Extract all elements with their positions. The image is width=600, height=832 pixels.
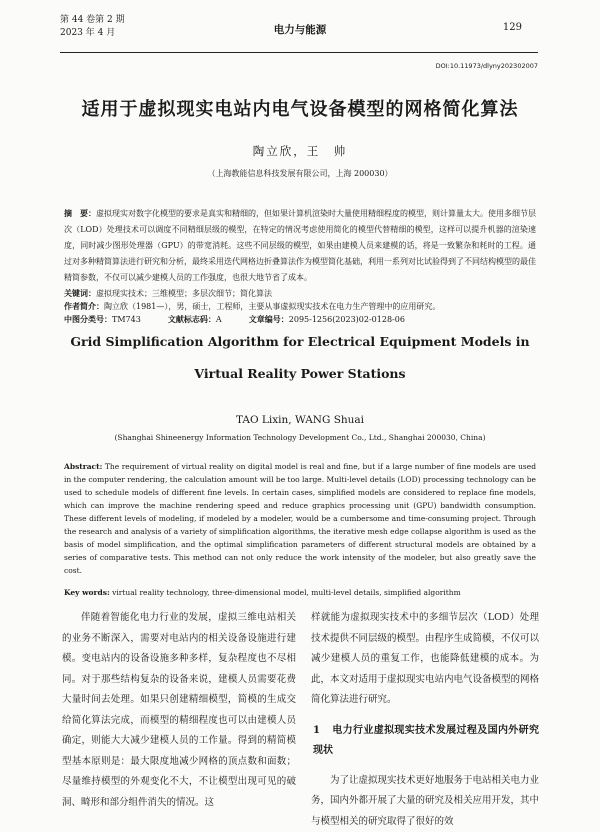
authors-cn: 陶立欣，王 帅	[0, 143, 600, 159]
section-number: 1	[313, 725, 320, 736]
paper-title-en	[0, 326, 600, 390]
keywords-en-label: Key words:	[64, 588, 110, 597]
volume-issue: 第 44 卷第 2 期	[60, 14, 125, 27]
page-number: 129	[503, 22, 522, 33]
affiliation-en: (Shanghai Shineenergy Information Technology Development Co., Ltd., Shanghai 200030, China)	[0, 433, 600, 442]
authors-en: TAO Lixin, WANG Shuai	[0, 414, 600, 426]
classification-line	[64, 313, 536, 326]
author-intro-text: 陶立欣（1981—），男，硕士，工程师，主要从事虚拟现实技术在电力生产管理中的应用研究。	[104, 302, 440, 311]
body-paragraph: 样就能为虚拟现实技术中的多细节层次（LOD）处理技术提供不同层级的模型。由程序生成简模，不仅可以减少建模人员的重复工作，也能降低建模的成本。为此，本文对适用于虚拟现实电站内电气设备模型的网格简化算法进行研究。	[311, 608, 539, 711]
clc-value: TM743	[112, 315, 141, 324]
doc-code-label: 文献标志码：	[168, 314, 216, 324]
clc-label: 中图分类号：	[64, 314, 112, 324]
doc-code-value: A	[216, 315, 222, 324]
keywords-en-text: virtual reality technology, three-dimensional model, multi-level details, simplified algorithm	[112, 588, 461, 597]
author-intro	[64, 300, 536, 313]
issue-date: 2023 年 4 月	[60, 27, 125, 40]
body-paragraph: 伴随着智能化电力行业的发展，虚拟三维电站相关的业务不断深入，需要对电站内的相关设备设施进行建模。变电站内的设备设施多种多样，复杂程度也不尽相同。对于那些结构复杂的设备来说，建模人员需要花费大量时间去处理。如果只创建精细模型，简模的生成交给简化算法完成，而模型的精细程度也可以由建模人员确定，则能大大减少建模人员的工作量。得到的精简模型基本原则是：最大限度地减少网格的顶点数和面数；尽量维持模型的外观变化不大，不让模型出现可见的破洞、畸形和部分组件消失的情况。这	[62, 608, 296, 813]
abstract-cn-label: 摘 要：	[64, 208, 96, 218]
journal-name: 电力与能源	[0, 22, 600, 37]
article-number-value: 2095-1256(2023)02-0128-06	[289, 315, 405, 324]
abstract-cn	[64, 205, 536, 286]
keywords-cn	[64, 287, 536, 300]
paper-title-cn: 适用于虚拟现实电站内电气设备模型的网格简化算法	[0, 95, 600, 121]
doi: DOI:10.11973/dlyny202302007	[436, 62, 538, 70]
header-rule	[60, 52, 538, 53]
section-heading	[311, 721, 539, 761]
abstract-en	[64, 460, 536, 577]
abstract-cn-text: 虚拟现实对数字化模型的要求是真实和精细的，但如果计算机渲染时大量使用精细程度的模型，则计算量太大。使用多细节层次（LOD）处理技术可以调度不同精细层级的模型，在特定的情况考虑使用简化的模型代替精细的模型，这样可以提升机器的渲染速度，同时减少图形处理器（GPU）的带宽消耗。这些不同层级的模型，如果由建模人员来建模的话，将是一致繁杂和耗时的工程。通过对多种精简算法进行研究和分析，最终采用迭代网格边折叠算法作为模型简化基础，利用一系列对比试验得到了不同结构模型的最佳精简参数，不仅可以减少建模人员的工作强度，也很大地节省了成本。	[64, 209, 536, 282]
abstract-en-label: Abstract:	[64, 462, 102, 471]
author-intro-label: 作者简介：	[64, 301, 104, 311]
article-number-label: 文章编号：	[249, 314, 289, 324]
keywords-cn-label: 关键词：	[64, 288, 96, 298]
keywords-cn-text: 虚拟现实技术；三维模型；多层次细节；简化算法	[96, 289, 272, 298]
body-paragraph: 为了让虚拟现实技术更好地服务于电站相关电力业务，国内外都开展了大量的研究及相关应用开发，其中与模型相关的研究取得了很好的效	[311, 771, 539, 832]
abstract-en-text: The requirement of virtual reality on digital model is real and fine, but if a large number of fine models are used in the computer rendering, the calculation amount will be too large. Multi-level details (LOD) processing technology can be used to schedule models of different fine levels. In certain cases, simplified models are considered to replace fine models, which can improve the machine rendering speed and reduce graphics processing unit (GPU) bandwidth consumption. These different levels of modeling, if modeled by a modeler, would be a cumbersome and time-consuming project. Through the research and analysis of a variety of simplification algorithms, the iterative mesh edge collapse algorithm is used as the basis of model simplification, and the optimal simplification parameters of different structural models are obtained by a series of comparative tests. This method can not only reduce the work intensity of the modeler, but also greatly save the cost.	[64, 462, 536, 575]
body-column-right	[311, 608, 539, 832]
paper-title-en-line1: Grid Simplification Algorithm for Electrical Equipment Models in	[0, 326, 600, 358]
affiliation-cn: （上海教能信息科技发展有限公司，上海 200030）	[0, 168, 600, 179]
paper-title-en-line2: Virtual Reality Power Stations	[0, 358, 600, 390]
keywords-en	[64, 588, 536, 597]
body-column-left	[62, 608, 296, 813]
section-title: 电力行业虚拟现实技术发展过程及国内外研究现状	[313, 725, 539, 756]
